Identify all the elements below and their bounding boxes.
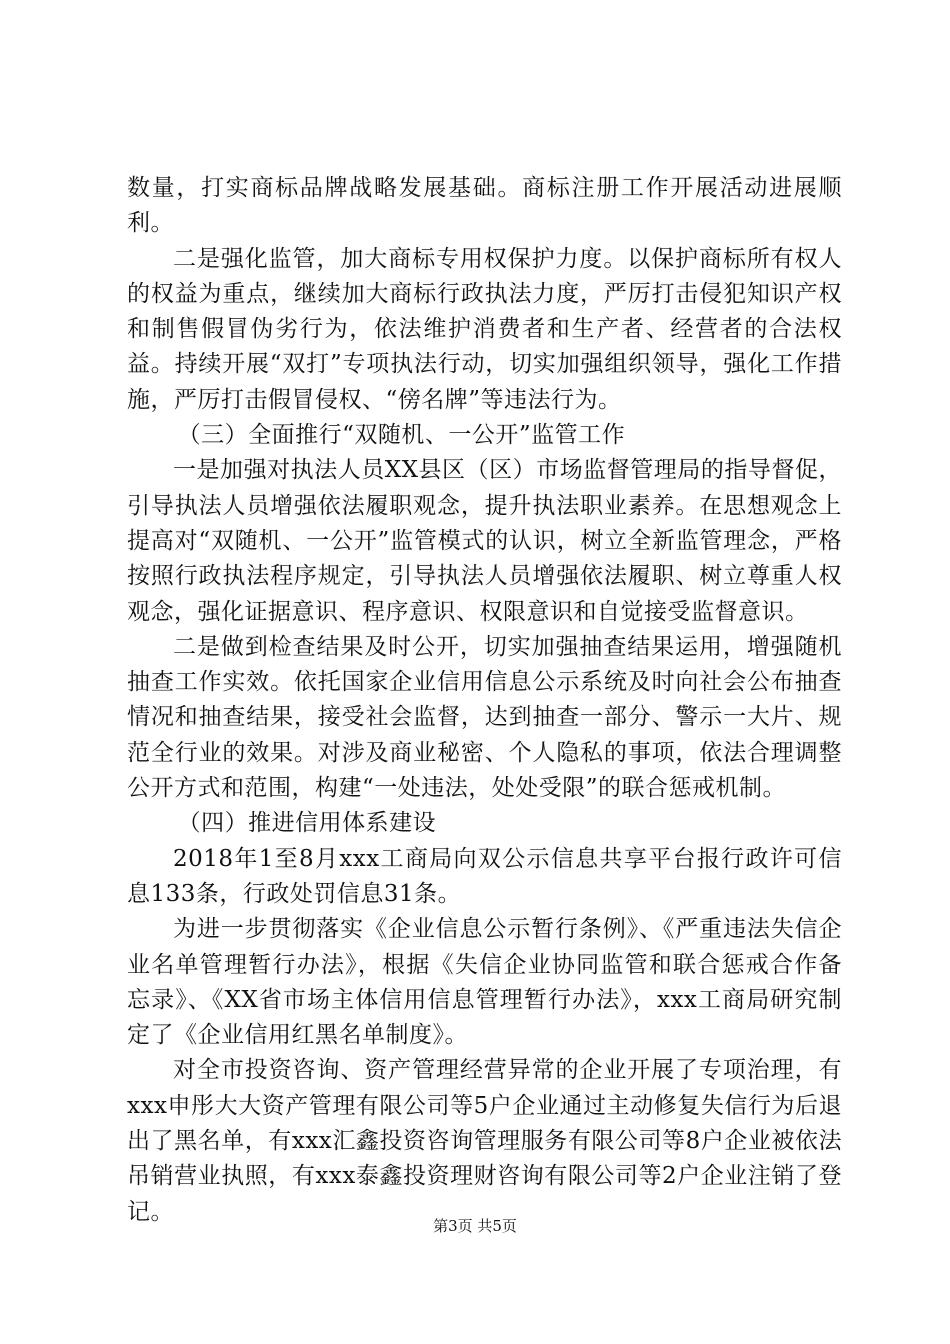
paragraph-credit-list-system: 为进一步贯彻落实《企业信息公示暂行条例》、《严重违法失信企业名单管理暂行办法》，根据《失信企业协同监管和联合惩戒合作备忘录》、《XX省市场主体信用信息管理暂行办法》，xxx工商局研究制定了《企业信用红黑名单制度》。: [127, 916, 842, 1049]
page-footer: 第3页 共5页: [433, 1217, 517, 1235]
section-heading-3: （三）全面推行“双随机、一公开”监管工作: [177, 422, 626, 449]
paragraph-info-statistics: 2018年1至8月xxx工商局向双公示信息共享平台报行政许可信息133条，行政处罚信息31条。: [127, 845, 842, 907]
paragraph-continuation: 数量，打实商标品牌战略发展基础。商标注册工作开展活动进展顺利。: [127, 175, 842, 237]
paragraph-special-governance: 对全市投资咨询、资产管理经营异常的企业开展了专项治理，有xxx申彤大大资产管理有限公司等5户企业通过主动修复失信行为后退出了黑名单，有xxx汇鑫投资咨询管理服务有限公司等8户企业被依法吊销营业执照，有xxx泰鑫投资理财咨询有限公司等2户企业注销了登记。: [127, 1057, 842, 1225]
paragraph-trademark-supervision: 二是强化监管，加大商标专用权保护力度。以保护商标所有权人的权益为重点，继续加大商标行政执法力度，严厉打击侵犯知识产权和制售假冒伪劣行为，依法维护消费者和生产者、经营者的合法权益。持续开展“双打”专项执法行动，切实加强组织领导，强化工作措施，严厉打击假冒侵权、“傍名牌”等违法行为。: [127, 245, 842, 413]
paragraph-law-enforcement-guidance: 一是加强对执法人员XX县区（区）市场监督管理局的指导督促，引导执法人员增强依法履职观念，提升执法职业素养。在思想观念上提高对“双随机、一公开”监管模式的认识，树立全新监管理念，严格按照行政执法程序规定，引导执法人员增强依法履职、树立尊重人权观念，强化证据意识、程序意识、权限意识和自觉接受监督意识。: [127, 457, 842, 625]
paragraph-inspection-results: 二是做到检查结果及时公开，切实加强抽查结果运用，增强随机抽查工作实效。依托国家企业信用信息公示系统及时向社会公布抽查情况和抽查结果，接受社会监督，达到抽查一部分、警示一大片、规范全行业的效果。对涉及商业秘密、个人隐私的事项，依法合理调整公开方式和范围，构建“一处违法，处处受限”的联合惩戒机制。: [127, 633, 842, 802]
document-body: [127, 171, 842, 1230]
section-heading-4: （四）推进信用体系建设: [177, 810, 437, 837]
